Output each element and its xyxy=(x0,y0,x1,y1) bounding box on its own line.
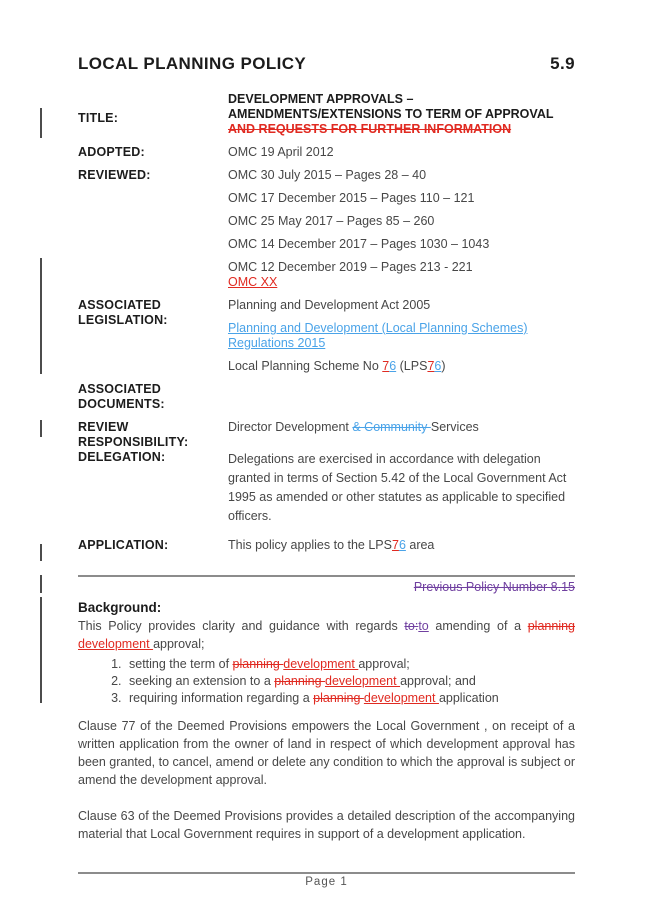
tracked-change-ins-red: 7 xyxy=(427,359,435,373)
document-title: LOCAL PLANNING POLICY xyxy=(78,54,307,73)
meta-row-reviewed xyxy=(78,168,575,298)
meta-row-title xyxy=(78,92,575,145)
tracked-change-ins-purple: to xyxy=(418,619,429,633)
meta-label-title: TITLE: xyxy=(78,111,119,125)
background-list-item xyxy=(125,656,575,673)
meta-label-application: APPLICATION: xyxy=(78,538,169,552)
page-footer xyxy=(78,872,575,888)
meta-value-paragraph xyxy=(228,260,575,290)
meta-value-paragraph xyxy=(228,359,575,374)
clause77-paragraph: Clause 77 of the Deemed Provisions empowers the Local Government , on receipt of a written application from the owner of land in respect of which development approval has been granted, to cancel, amend or delete any condition to which the approval is subject or amend the development approval. xyxy=(78,719,575,787)
tracked-change-ins-red: 7 xyxy=(391,538,399,552)
meta-row-associated-legislation xyxy=(78,298,575,382)
background-list-item xyxy=(125,690,575,707)
meta-value-paragraph xyxy=(228,538,575,553)
meta-value-title xyxy=(228,92,575,145)
meta-value-delegation xyxy=(228,450,575,534)
text-run: seeking an extension to a xyxy=(129,674,275,688)
tracked-change-ins-blue: 6 xyxy=(398,538,406,552)
text-run: Local Planning Scheme No xyxy=(228,359,383,373)
tracked-change-b: DEVELOPMENT APPROVALS – AMENDMENTS/EXTENSIONS TO TERM OF APPROVAL xyxy=(228,92,554,121)
text-run: This policy applies to the LPS xyxy=(228,538,392,552)
meta-row-associated-documents xyxy=(78,382,575,420)
clause63-paragraph: Clause 63 of the Deemed Provisions provides a detailed description of the accompanying material that Local Government requires in support of a development application. xyxy=(78,809,575,841)
meta-value-application xyxy=(228,538,575,561)
text-run: approval; xyxy=(153,636,205,651)
text-run: Planning and Development Act 2005 xyxy=(228,298,431,312)
text-run: area xyxy=(405,538,435,552)
meta-row-review-responsibility xyxy=(78,420,575,450)
meta-label-associated-legislation: ASSOCIATED LEGISLATION: xyxy=(78,298,168,327)
revision-bar xyxy=(40,108,42,138)
background-heading: Background: xyxy=(78,600,162,615)
text-run: OMC 19 April 2012 xyxy=(228,145,334,159)
tracked-change-del-red: planning xyxy=(232,657,284,671)
background-intro xyxy=(78,618,575,653)
revision-bar xyxy=(40,544,42,561)
footer-rule xyxy=(78,872,575,874)
meta-value-paragraph xyxy=(228,191,575,206)
background-list xyxy=(78,656,575,707)
meta-label-reviewed: REVIEWED: xyxy=(78,168,151,182)
meta-value-adopted xyxy=(228,145,575,168)
text-run: This Policy provides clarity and guidance with regards xyxy=(78,619,405,633)
text-run: application xyxy=(438,691,499,705)
text-run: OMC 25 May 2017 – Pages 85 – 260 xyxy=(228,214,435,228)
meta-value-review-responsibility xyxy=(228,420,575,443)
meta-value-paragraph xyxy=(228,168,575,183)
text-run: amending of a xyxy=(428,619,528,633)
body-paragraphs xyxy=(78,717,575,843)
text-run: (LPS xyxy=(396,359,428,373)
policy-number: 5.9 xyxy=(550,54,575,73)
meta-label-delegation: DELEGATION: xyxy=(78,450,166,464)
tracked-change-ins-red: development xyxy=(363,691,439,705)
tracked-change-del-purple: Previous Policy Number 8.15 xyxy=(413,580,575,594)
tracked-change-del-red: planning xyxy=(274,674,325,688)
previous-policy-number xyxy=(78,579,575,595)
tracked-change-ins-blue: 6 xyxy=(389,359,397,373)
text-run: OMC 12 December 2019 – Pages 213 - 221 xyxy=(228,260,473,274)
tracked-change-del-red: planning xyxy=(527,619,575,633)
meta-value-paragraph xyxy=(228,92,575,137)
text-run: approval; xyxy=(358,657,410,671)
meta-value-paragraph xyxy=(228,298,575,313)
meta-label-review-responsibility: REVIEW RESPONSIBILITY: xyxy=(78,420,189,449)
revision-bar xyxy=(40,258,42,374)
meta-value-paragraph xyxy=(228,214,575,229)
meta-row-application xyxy=(78,538,575,561)
text-run: setting the term of xyxy=(129,657,233,671)
text-run: approval; and xyxy=(400,674,476,688)
revision-bar xyxy=(40,597,42,703)
tracked-change-ins-red: 7 xyxy=(382,359,390,373)
meta-value-paragraph xyxy=(228,420,575,435)
policy-meta-table xyxy=(78,92,575,561)
tracked-change-b-del-red: AND REQUESTS FOR FURTHER INFORMATION xyxy=(228,122,512,136)
meta-label-adopted: ADOPTED: xyxy=(78,145,145,159)
section-divider xyxy=(78,575,575,577)
meta-value-paragraph xyxy=(228,450,575,526)
meta-row-delegation xyxy=(78,450,575,534)
text-run: Services xyxy=(430,420,479,434)
meta-value-associated-legislation xyxy=(228,298,575,382)
text-run: OMC 17 December 2015 – Pages 110 – 121 xyxy=(228,191,475,205)
meta-label-associated-documents: ASSOCIATED DOCUMENTS: xyxy=(78,382,165,411)
text-run: OMC 30 July 2015 – Pages 28 – 40 xyxy=(228,168,427,182)
tracked-change-ins-red: development xyxy=(78,636,154,651)
tracked-change-del-purple: to: xyxy=(404,619,419,633)
tracked-change-del-red: planning xyxy=(313,691,364,705)
text-run: Director Development xyxy=(228,420,353,434)
tracked-change-del-blue: & Community xyxy=(352,420,431,434)
text-run: requiring information regarding a xyxy=(129,691,314,705)
tracked-change-ins-red: development xyxy=(283,657,359,671)
document-header xyxy=(78,54,575,74)
meta-value-paragraph xyxy=(228,145,575,160)
tracked-change-ins-red: development xyxy=(325,674,401,688)
page-number: Page 1 xyxy=(305,876,348,888)
meta-value-paragraph xyxy=(228,237,575,252)
revision-bar xyxy=(40,420,42,437)
meta-value-paragraph xyxy=(228,321,575,351)
text-run: Delegations are exercised in accordance with delegation granted in terms of Section 5.42 of the Local Government Act 1995 as amended or other statutes as applicable to specified officers. xyxy=(228,452,567,523)
revision-bar xyxy=(40,575,42,593)
tracked-change-ins-blue: 6 xyxy=(434,359,442,373)
hyperlink-regulations-2015[interactable]: Planning and Development (Local Planning Schemes) Regulations 2015 xyxy=(228,321,528,350)
tracked-change-ins-red: OMC XX xyxy=(228,275,278,289)
text-run: ) xyxy=(441,359,446,373)
background-list-item xyxy=(125,673,575,690)
text-run: OMC 14 December 2017 – Pages 1030 – 1043 xyxy=(228,237,490,251)
meta-value-reviewed xyxy=(228,168,575,298)
meta-row-adopted xyxy=(78,145,575,168)
